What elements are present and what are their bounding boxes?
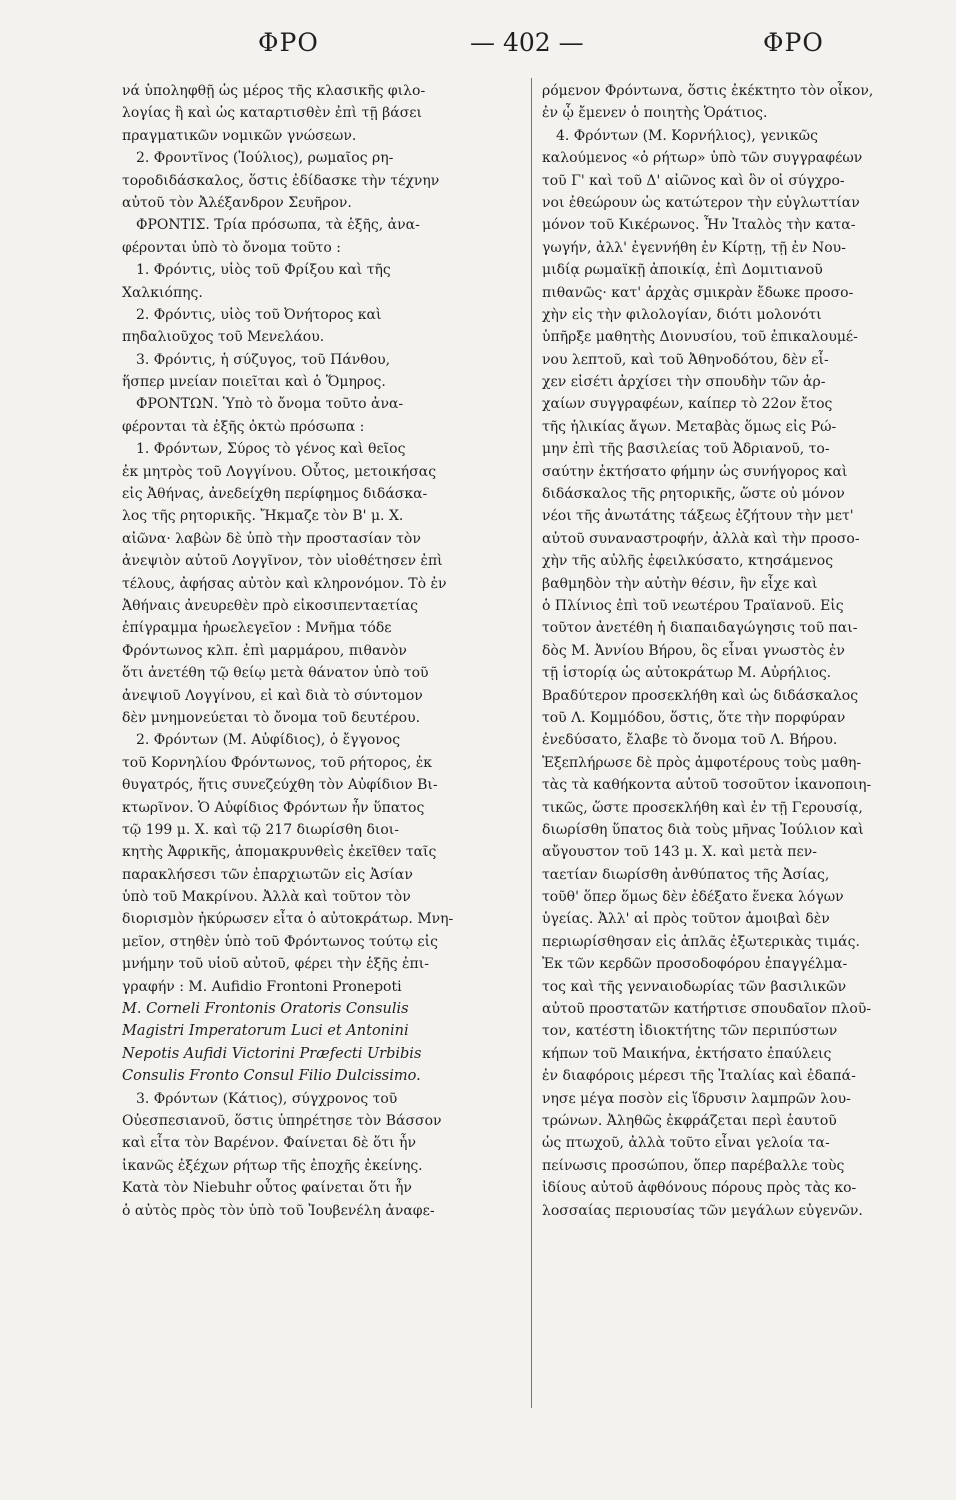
text-line: πιθανῶς· κατ' ἀρχὰς σμικρὰν ἔδωκε προσο- — [542, 284, 854, 301]
text-line: ρόμενον Φρόντωνα, ὅστις ἐκέκτητο τὸν οἶκον, — [542, 83, 874, 99]
text-line: Χαλκιόπης. — [122, 284, 203, 301]
text-line: ἐκ μητρὸς τοῦ Λογγίνου. Οὗτος, μετοικήσας — [122, 463, 437, 480]
text-line: καλούμενος «ὁ ρήτωρ» ὑπὸ τῶν συγγραφέων — [542, 150, 863, 167]
text-line: τοῦτον ἀνετέθη ἡ διαπαιδαγώγησις τοῦ παι- — [542, 620, 858, 637]
text-line: πραγματικῶν νομικῶν γνώσεων. — [122, 127, 357, 144]
text-line: κητὴς Ἀφρικῆς, ἀπομακρυνθεὶς ἐκεῖθεν ταῖς — [122, 844, 437, 861]
text-line: 2. Φροντῖνος (Ἰούλιος), ρωμαῖος ρη- — [136, 150, 394, 167]
text-line: πείνωσις προσώπου, ὅπερ παρέβαλλε τοὺς — [542, 1157, 845, 1174]
text-line: τῷ 199 μ. Χ. καὶ τῷ 217 διωρίσθη διοι- — [122, 821, 400, 838]
text-line: ἐν διαφόροις μέρεσι τῆς Ἰταλίας καὶ ἐδαπά- — [542, 1068, 856, 1085]
text-line: νέοι τῆς ἀνωτάτης τάξεως ἐζήτουν τὴν μετ' — [542, 508, 854, 525]
text-line: χὴν εἰς τὴν φιλολογίαν, διότι μολονότι — [542, 306, 822, 323]
text-line: παρακλήσεσι τῶν ἐπαρχιωτῶν εἰς Ἀσίαν — [122, 866, 413, 883]
right-column — [542, 80, 942, 1222]
text-line: Magistri Imperatorum Luci et Antonini — [122, 1023, 409, 1040]
text-line: αὐτοῦ προστατῶν κατήρτισε σπουδαῖον πλοῦ- — [542, 1001, 872, 1018]
text-line: κτωρῖνον. Ὁ Αὐφίδιος Φρόντων ἦν ὕπατος — [122, 799, 425, 816]
page-header — [0, 28, 956, 68]
text-line: βαθμηδὸν τὴν αὐτὴν θέσιν, ἣν εἶχε καὶ — [542, 575, 818, 592]
text-line: Φρόντωνος κλπ. ἐπὶ μαρμάρου, πιθανὸν — [122, 642, 407, 659]
text-line: χὴν τῆς αὐλῆς ἐφειλκύσατο, κτησάμενος — [542, 553, 834, 570]
text-line: Nepotis Aufidi Victorini Præfecti Urbibis — [122, 1045, 422, 1062]
text-line: δὲν μνημονεύεται τὸ ὄνομα τοῦ δευτέρου. — [122, 709, 421, 726]
text-line: τρώνων. Ἀληθῶς ἐκφράζεται περὶ ἑαυτοῦ — [542, 1112, 837, 1129]
text-line: μην ἐπὶ τῆς βασιλείας τοῦ Ἀδριανοῦ, το- — [542, 441, 830, 458]
column-divider — [531, 78, 532, 1408]
text-line: Κατὰ τὸν Niebuhr οὗτος φαίνεται ὅτι ἦν — [122, 1180, 412, 1197]
page-number: — 402 — — [470, 28, 584, 57]
text-line: φέρονται τὰ ἑξῆς ὀκτὼ πρόσωπα : — [122, 418, 365, 435]
text-line: Consulis Fronto Consul Filio Dulcissimo. — [122, 1068, 421, 1085]
text-line: τέλους, ἀφήσας αὐτὸν καὶ κληρονόμον. Τὸ ἐν — [122, 575, 447, 592]
text-line: ἐνεδύσατο, ἔλαβε τὸ ὄνομα τοῦ Λ. Βήρου. — [542, 732, 838, 749]
text-line: Ἀθήναις ἀνευρεθὲν πρὸ εἰκοσιπενταετίας — [122, 597, 419, 614]
text-line: τῇ ἱστορίᾳ ὡς αὐτοκράτωρ Μ. Αὐρήλιος. — [542, 665, 832, 682]
text-line: πηδαλιοῦχος τοῦ Μενελάου. — [122, 329, 325, 346]
text-line: 1. Φρόντις, υἱὸς τοῦ Φρίξου καὶ τῆς — [136, 262, 391, 279]
text-line: αὐτοῦ συναναστροφήν, ἀλλὰ καὶ τὴν προσο- — [542, 530, 860, 547]
text-line: M. Corneli Frontonis Oratoris Consulis — [122, 1001, 409, 1018]
text-line: τικῶς, ὥστε προσεκλήθη καὶ ἐν τῇ Γερουσίᾳ, — [542, 799, 863, 816]
text-line: ἥσπερ μνείαν ποιεῖται καὶ ὁ Ὅμηρος. — [122, 374, 386, 391]
text-line: τὰς τὰ καθήκοντα αὐτοῦ τοσοῦτον ἱκανοποιη- — [542, 777, 872, 794]
text-line: τοῦ Γ' καὶ τοῦ Δ' αἰῶνος καὶ ὃν οἱ σύγχρο- — [542, 172, 845, 189]
text-line: ὁ Πλίνιος ἐπὶ τοῦ νεωτέρου Τραϊανοῦ. Εἰς — [542, 597, 844, 614]
text-line: εἰς Ἀθήνας, ἀνεδείχθη περίφημος διδάσκα- — [122, 486, 428, 503]
text-line: ὡς πτωχοῦ, ἀλλὰ τοῦτο εἶναι γελοία τα- — [542, 1135, 830, 1152]
text-line: 2. Φρόντων (Μ. Αὐφίδιος), ὁ ἔγγονος — [136, 732, 401, 749]
text-line: ΦΡΟΝΤΙΣ. Τρία πρόσωπα, τὰ ἑξῆς, ἀνα- — [136, 217, 420, 234]
text-line: τοῦθ' ὅπερ ὅμως δὲν ἐδέξατο ἕνεκα λόγων — [542, 889, 844, 906]
text-line: μνήμην τοῦ υἱοῦ αὐτοῦ, φέρει τὴν ἑξῆς ἐπι- — [122, 956, 429, 973]
running-head-left: ΦΡΟ — [258, 28, 319, 57]
text-line: ἀνεψιοῦ Λογγίνου, εἰ καὶ διὰ τὸ σύντομον — [122, 687, 423, 704]
text-line: γωγήν, ἀλλ' ἐγεννήθη ἐν Κίρτῃ, τῇ ἐν Νου- — [542, 239, 846, 256]
text-line: χαίων συγγραφέων, καίπερ τὸ 22ον ἔτος — [542, 396, 833, 413]
text-line: ἐπίγραμμα ἡρωελεγεῖον : Μνῆμα τόδε — [122, 620, 392, 637]
text-line: ἐν ᾧ ἔμενεν ὁ ποιητὴς Ὁράτιος. — [542, 105, 768, 122]
text-line: σαύτην ἐκτήσατο φήμην ὡς συνήγορος καὶ — [542, 463, 848, 480]
text-line: λοσσαίας περιουσίας τῶν μεγάλων εὐγενῶν. — [542, 1202, 863, 1219]
text-line: τοῦ Κορνηλίου Φρόντωνος, τοῦ ρήτορος, ἐκ — [122, 754, 432, 771]
text-line: τοῦ Λ. Κομμόδου, ὅστις, ὅτε τὴν πορφύραν — [542, 709, 846, 726]
text-line: νου λεπτοῦ, καὶ τοῦ Ἀθηνοδότου, δὲν εἶ- — [542, 351, 829, 368]
text-line: διωρίσθη ὕπατος διὰ τοὺς μῆνας Ἰούλιον καὶ — [542, 821, 864, 838]
text-line: 3. Φρόντις, ἡ σύζυγος, τοῦ Πάνθου, — [136, 351, 391, 368]
text-line: ὑπῆρξε μαθητὴς Διονυσίου, τοῦ ἐπικαλουμέ- — [542, 329, 858, 346]
text-line: Οὐεσπεσιανοῦ, ὅστις ὑπηρέτησε τὸν Βάσσον — [122, 1112, 442, 1129]
text-line: 4. Φρόντων (Μ. Κορνήλιος), γενικῶς — [556, 127, 818, 144]
text-line: ὁ αὐτὸς πρὸς τὸν ὑπὸ τοῦ Ἰουβενέλη ἀναφε- — [122, 1202, 435, 1219]
left-column — [122, 80, 519, 1222]
text-line: λογίας ἢ καὶ ὡς καταρτισθὲν ἐπὶ τῇ βάσει — [122, 105, 423, 122]
text-line: μόνον τοῦ Κικέρωνος. Ἦν Ἰταλὸς τὴν κατα- — [542, 217, 856, 234]
text-line: Ἐκ τῶν κερδῶν προσοδοφόρου ἐπαγγέλμα- — [542, 956, 848, 973]
text-line: αὐτοῦ τὸν Ἀλέξανδρον Σευῆρον. — [122, 194, 352, 211]
text-line: αὔγουστον τοῦ 143 μ. Χ. καὶ μετὰ πεν- — [542, 844, 817, 861]
text-line: Βραδύτερον προσεκλήθη καὶ ὡς διδάσκαλος — [542, 687, 859, 704]
text-line: ὑγείας. Ἀλλ' αἱ πρὸς τοῦτον ἀμοιβαὶ δὲν — [542, 911, 830, 928]
text-line: διορισμὸν ἠκύρωσεν εἶτα ὁ αὐτοκράτωρ. Μνη- — [122, 911, 454, 928]
text-line: λος τῆς ρητορικῆς. Ἤκμαζε τὸν Β' μ. Χ. — [122, 508, 404, 525]
text-line: ΦΡΟΝΤΩΝ. Ὑπὸ τὸ ὄνομα τοῦτο ἀνα- — [136, 396, 404, 413]
text-line: γραφήν : M. Aufidio Frontoni Pronepoti — [122, 978, 402, 995]
text-line: καὶ εἶτα τὸν Βαρένον. Φαίνεται δὲ ὅτι ἦν — [122, 1135, 416, 1152]
text-line: ἀνεψιὸν αὐτοῦ Λογγῖνον, τὸν υἱοθέτησεν ἐπὶ — [122, 553, 443, 570]
text-line: τῆς ἡλικίας ἄγων. Μεταβὰς ὅμως εἰς Ρώ- — [542, 418, 837, 435]
text-line: νοι ἐθεώρουν ὡς κατώτερον τὴν εὐγλωττίαν — [542, 194, 860, 211]
text-line: αἰῶνα· λαβὼν δὲ ὑπὸ τὴν προστασίαν τὸν — [122, 530, 421, 547]
text-line: ἰδίους αὐτοῦ ἀφθόνους πόρους πρὸς τὰς κο- — [542, 1180, 857, 1197]
text-line: διδάσκαλος τῆς ρητορικῆς, ὥστε οὐ μόνον — [542, 486, 845, 503]
text-line: ὅτι ἀνετέθη τῷ θείῳ μετὰ θάνατον ὑπὸ τοῦ — [122, 665, 429, 682]
text-line: 2. Φρόντις, υἱὸς τοῦ Ὀνήτορος καὶ — [136, 306, 382, 323]
text-line: 3. Φρόντων (Κάτιος), σύγχρονος τοῦ — [136, 1090, 398, 1107]
text-line: Ἐξεπλήρωσε δὲ πρὸς ἀμφοτέρους τοὺς μαθη- — [542, 754, 862, 771]
running-head-right: ΦΡΟ — [763, 28, 824, 57]
text-line: δὸς Μ. Ἀννίου Βήρου, ὃς εἶναι γνωστὸς ἐν — [542, 642, 845, 659]
text-line: 1. Φρόντων, Σύρος τὸ γένος καὶ θεῖος — [136, 441, 406, 458]
text-line: νά ὑποληφθῇ ὡς μέρος τῆς κλασικῆς φιλο- — [122, 83, 426, 99]
text-line: μιδίᾳ ρωμαϊκῇ ἀποικίᾳ, ἐπὶ Δομιτιανοῦ — [542, 262, 823, 279]
text-line: τοροδιδάσκαλος, ὅστις ἐδίδασκε τὴν τέχνην — [122, 172, 440, 189]
text-line: τον, κατέστη ἰδιοκτήτης τῶν περιπύστων — [542, 1023, 838, 1040]
text-line: θυγατρός, ἥτις συνεζεύχθη τὸν Αὐφίδιον Βι- — [122, 777, 438, 794]
text-line: μεῖον, στηθὲν ὑπὸ τοῦ Φρόντωνος τούτῳ εἰς — [122, 933, 438, 950]
text-line: φέρονται ὑπὸ τὸ ὄνομα τοῦτο : — [122, 239, 341, 256]
text-line: χεν εἰσέτι ἀρχίσει τὴν σπουδὴν τῶν ἀρ- — [542, 374, 826, 391]
text-line: ὑπὸ τοῦ Μακρίνου. Ἀλλὰ καὶ τοῦτον τὸν — [122, 889, 411, 906]
text-line: ἱκανῶς ἐξέχων ρήτωρ τῆς ἐποχῆς ἐκείνης. — [122, 1157, 423, 1174]
text-line: κήπων τοῦ Μαικήνα, ἐκτήσατο ἐπαύλεις — [542, 1045, 832, 1062]
text-line: νησε μέγα ποσὸν εἰς ἵδρυσιν λαμπρῶν λου- — [542, 1090, 851, 1107]
text-line: τος καὶ τῆς γενναιοδωρίας τῶν βασιλικῶν — [542, 978, 847, 995]
text-line: περιωρίσθησαν εἰς ἁπλᾶς ἐξωτερικὰς τιμάς. — [542, 933, 860, 950]
text-line: ταετίαν διωρίσθη ἀνθύπατος τῆς Ἀσίας, — [542, 866, 830, 883]
